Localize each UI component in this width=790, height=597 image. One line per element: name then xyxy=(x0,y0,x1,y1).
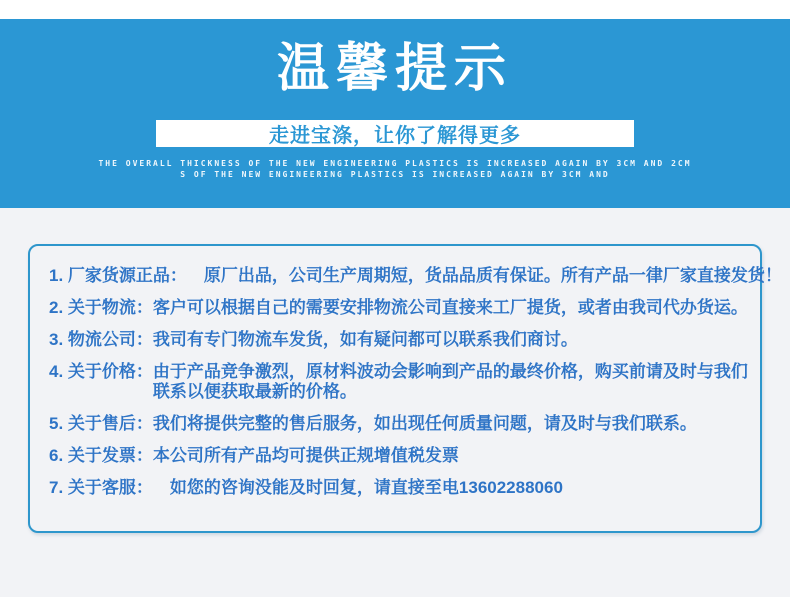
notice-item-text: 我们将提供完整的售后服务，如出现任何质量问题，请及时与我们联系。 xyxy=(152,414,697,433)
notice-item-text: 原厂出品，公司生产周期短，货品品质有保证。所有产品一律厂家直接发货！ xyxy=(186,266,782,285)
notice-item-text-line1: 由于产品竞争激烈，原材料波动会影响到产品的最终价格，购买前请及时与我们 xyxy=(152,362,748,381)
banner-tagline-line1: THE OVERALL THICKNESS OF THE NEW ENGINEERING PLASTICS IS INCREASED AGAIN BY 3CM AND 2CM xyxy=(98,159,692,168)
notice-item-label: 4. 关于价格： xyxy=(49,362,153,381)
notice-item-text: 客户可以根据自己的需要安排物流公司直接来工厂提货，或者由我司代办货运。 xyxy=(152,298,748,317)
notice-item-label: 1. 厂家货源正品： xyxy=(49,266,187,285)
notice-item-4 xyxy=(49,362,748,402)
notice-item-text-line2: 联系以便获取最新的价格。 xyxy=(152,382,357,401)
notice-item-6 xyxy=(49,446,743,466)
notice-item-7 xyxy=(49,478,743,498)
notice-item-text xyxy=(153,362,748,402)
top-white-strip xyxy=(0,0,790,19)
notice-item-text: 本公司所有产品均可提供正规增值税发票 xyxy=(152,446,459,465)
notice-item-text: 我司有专门物流车发货，如有疑问都可以联系我们商讨。 xyxy=(152,330,578,349)
banner-tagline xyxy=(0,158,790,180)
notice-item-label: 3. 物流公司： xyxy=(49,330,153,349)
notice-item-label: 2. 关于物流： xyxy=(49,298,153,317)
notice-item-label: 5. 关于售后： xyxy=(49,414,153,433)
banner-subtitle: 走进宝涤，让你了解得更多 xyxy=(269,125,521,147)
banner-subtitle-box xyxy=(156,120,634,147)
notice-item-5 xyxy=(49,414,743,434)
banner xyxy=(0,19,790,208)
notice-item-label: 7. 关于客服： xyxy=(49,478,153,497)
notice-item-label: 6. 关于发票： xyxy=(49,446,153,465)
notice-item-1 xyxy=(49,266,782,286)
notice-box xyxy=(28,244,782,533)
notice-item-2 xyxy=(49,298,748,318)
notice-item-text: 如您的咨询没能及时回复，请直接至电13602288060 xyxy=(152,478,563,497)
banner-tagline-line2: S OF THE NEW ENGINEERING PLASTICS IS INCREASED AGAIN BY 3CM AND xyxy=(180,170,610,179)
banner-title: 温馨提示 xyxy=(276,40,513,98)
notice-item-3 xyxy=(49,330,743,350)
